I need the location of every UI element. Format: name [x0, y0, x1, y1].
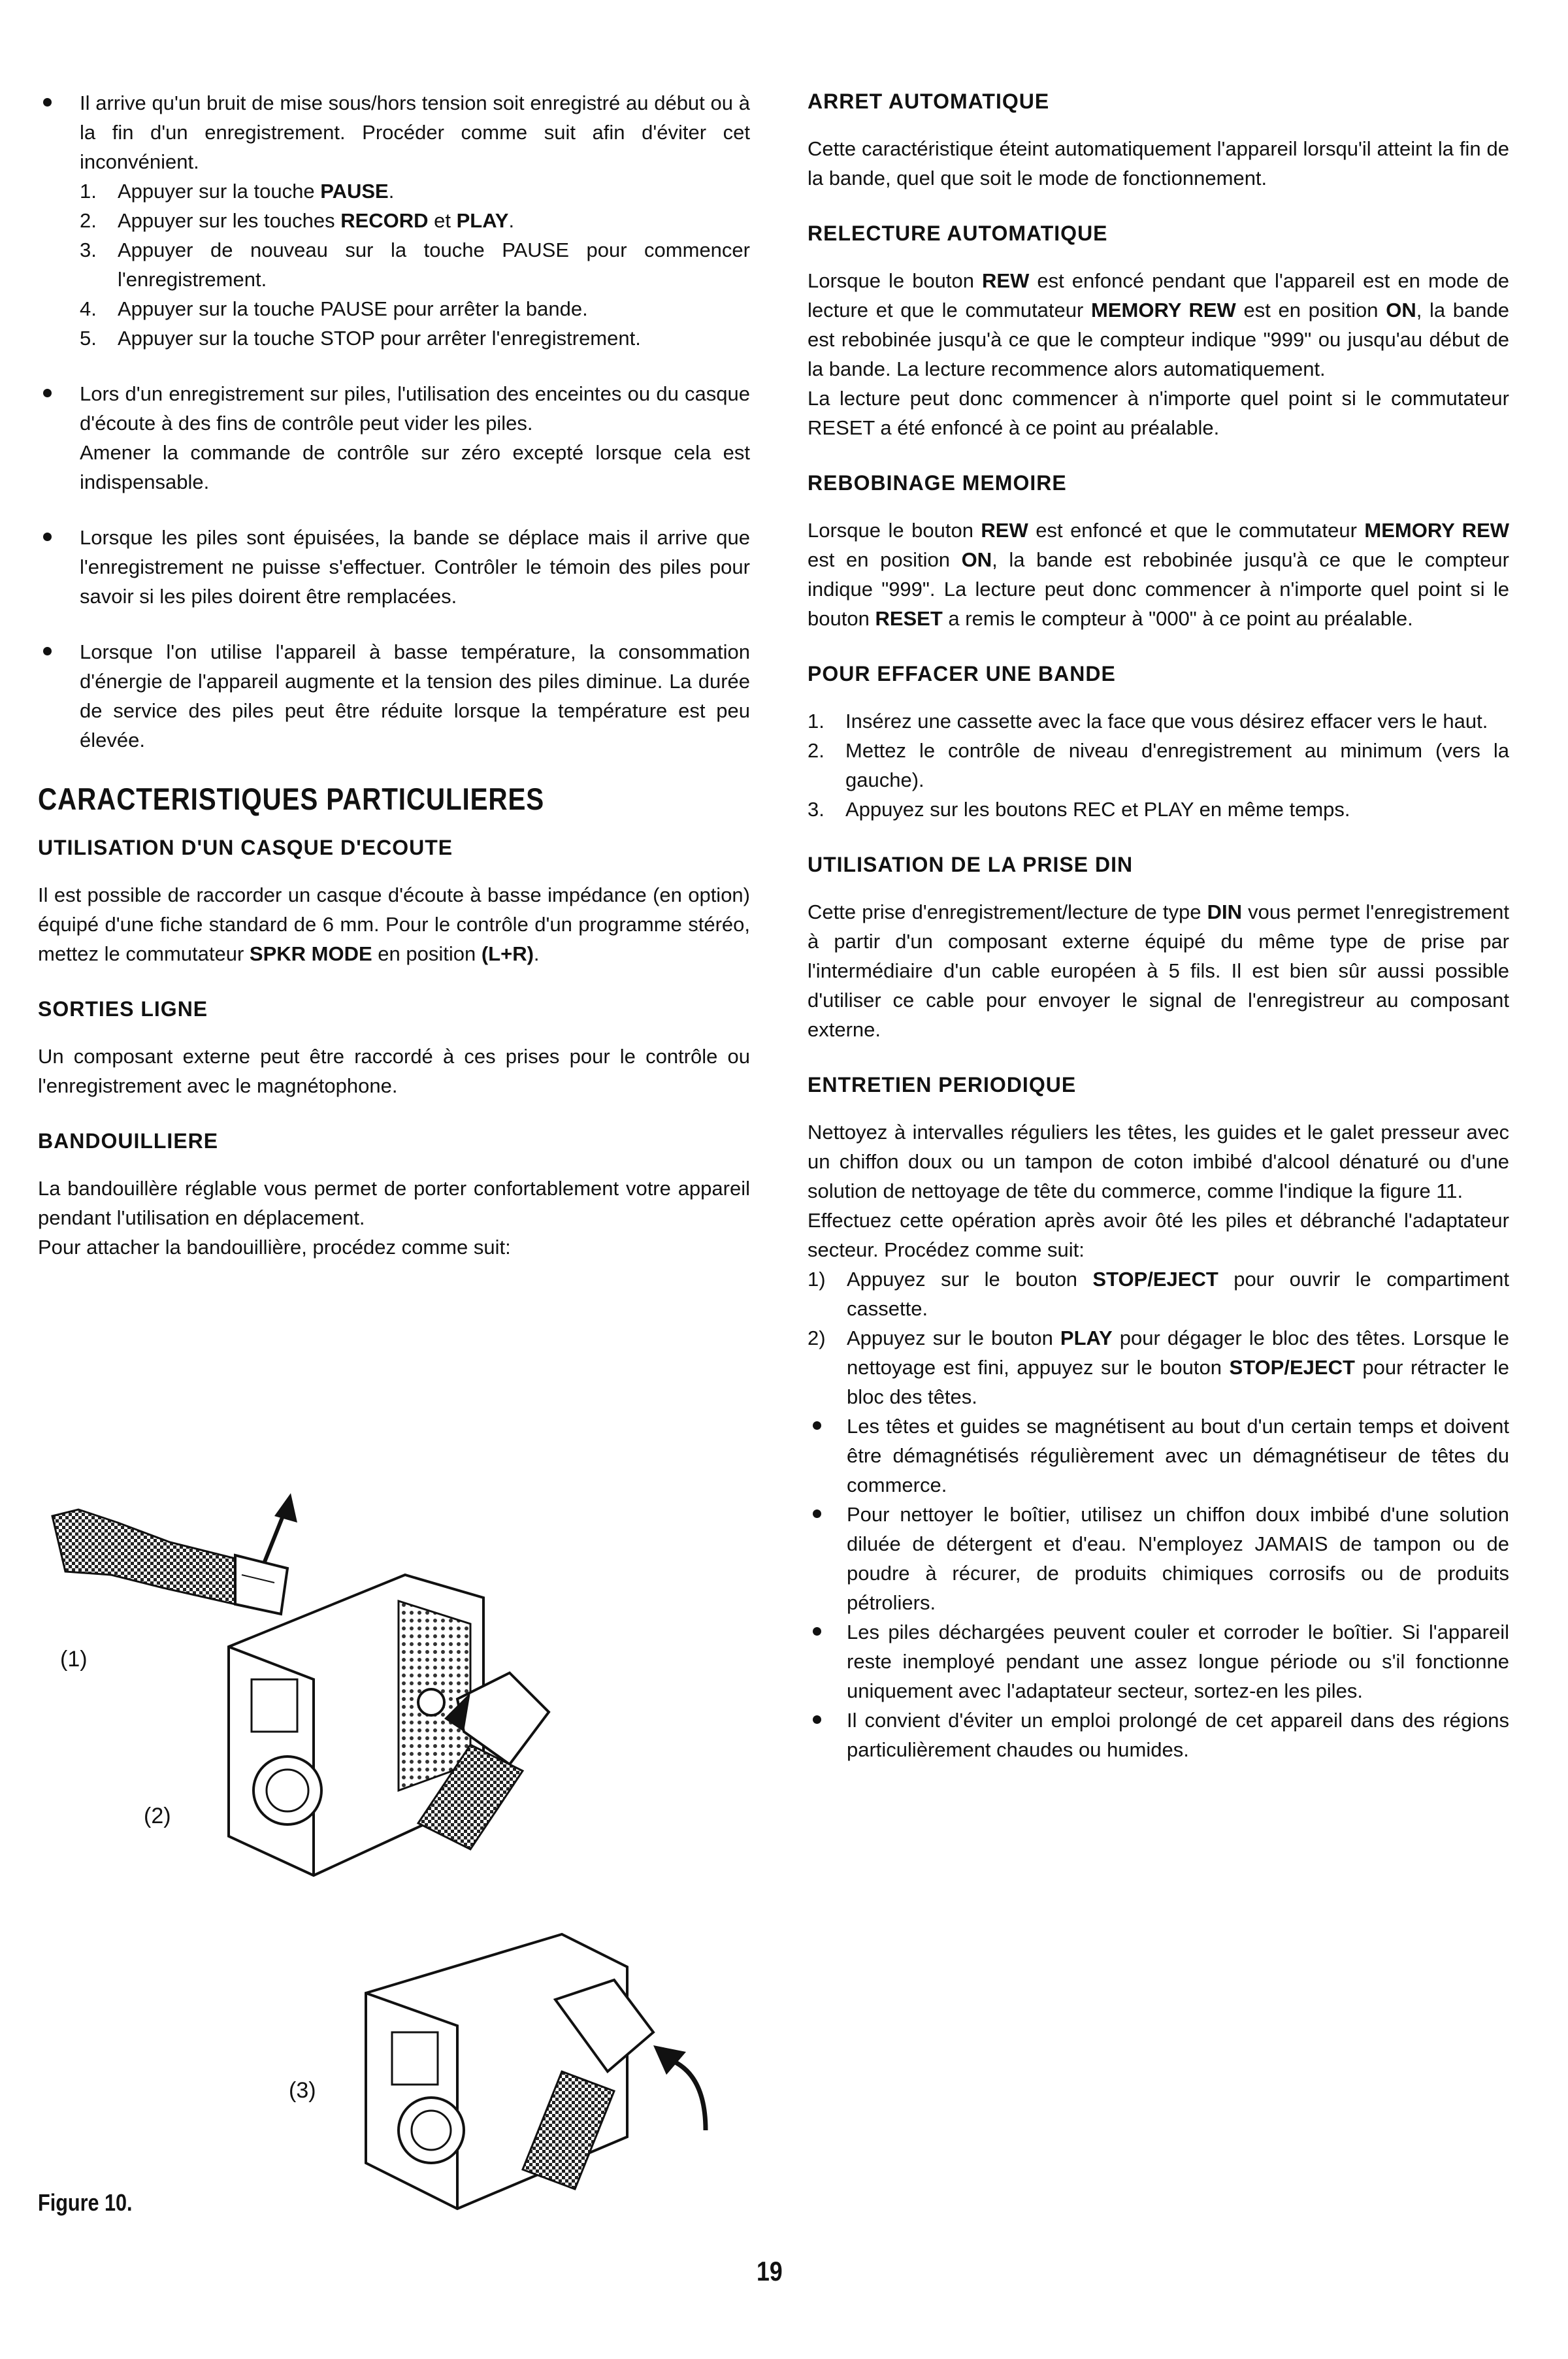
- strap-step-2-drawing: [229, 1575, 549, 1875]
- bullet-dot: [813, 1627, 821, 1636]
- step-item: 5. Appuyer sur la touche STOP pour arrêter l'enregistrement.: [80, 327, 641, 350]
- erase-step: 1. Insérez une cassette avec la face que vous désirez effacer vers le haut.: [808, 710, 1488, 733]
- step-item: 2. Appuyer sur les touches RECORD et PLAY.: [80, 209, 515, 232]
- strap-attachment-illustration: [39, 1483, 791, 2222]
- figure-caption: Figure 10.: [38, 2189, 133, 2216]
- section-strap: [38, 1128, 750, 1262]
- auto-replay-text: Lorsque le bouton REW est enfoncé pendant que l'appareil est en mode de lecture et que le commutateur MEMORY REW est en position ON, la bande est rebobinée jusqu'à ce que le compteur indique "999" ou jusqu'au début de la bande. La lecture recommence alors automatiquement.: [808, 269, 1510, 380]
- section-headphones: [38, 834, 750, 968]
- figure-label-2: (2): [144, 1804, 171, 1828]
- bullet-dot: [43, 98, 52, 107]
- erase-steps-list: [808, 706, 1509, 824]
- maintenance-bullet: Les têtes et guides se magnétisent au bout d'un certain temps et doivent être démagnétisés régulièrement avec un démagnétiseur de têtes du commerce.: [847, 1411, 1509, 1500]
- battery-monitoring-text: Lors d'un enregistrement sur piles, l'utilisation des enceintes ou du casque d'écoute à des fins de contrôle peut vider les piles.: [80, 382, 750, 435]
- section-line-outputs: [38, 996, 750, 1100]
- maintenance-bullet: Les piles déchargées peuvent couler et corroder le boîtier. Si l'appareil reste inemployé pendant une assez longue période ou s'il fonctionne uniquement avec l'adaptateur secteur, sortez-en les piles.: [847, 1617, 1509, 1706]
- bullet-low-temperature: [38, 637, 750, 755]
- pause-steps-list: [80, 176, 750, 353]
- erase-step: 3. Appuyez sur les boutons REC et PLAY en même temps.: [808, 798, 1350, 821]
- page-number: 19: [757, 2256, 783, 2286]
- left-column: [38, 88, 750, 1289]
- bullet-dot: [43, 533, 52, 541]
- main-section-title: CARACTERISTIQUES PARTICULIERES: [38, 782, 545, 816]
- headphones-text: Il est possible de raccorder un casque d'écoute à basse impédance (en option) équipé d'une fiche standard de 6 mm. Pour le contrôle d'un programme stéréo, mettez le commutateur SPKR MODE en position (L+R).: [38, 883, 750, 965]
- bullet-dot: [43, 647, 52, 655]
- bullet-batteries-exhausted: [38, 523, 750, 611]
- bullet-dot: [43, 389, 52, 397]
- din-socket-title: UTILISATION DE LA PRISE DIN: [808, 853, 1134, 876]
- auto-replay-title: RELECTURE AUTOMATIQUE: [808, 222, 1108, 245]
- section-erase-tape: [808, 661, 1509, 824]
- line-outputs-title: SORTIES LIGNE: [38, 997, 208, 1021]
- right-column: [808, 88, 1509, 1792]
- bullet-dot: [813, 1509, 821, 1518]
- memory-rewind-text: Lorsque le bouton REW est enfoncé et que le commutateur MEMORY REW est en position ON, la bande est rebobinée jusqu'à ce que le compteur indique "999". La lecture peut donc commencer à n'importe quel point si le bouton RESET a remis le compteur à "000" à ce point au préalable.: [808, 519, 1510, 630]
- power-noise-intro: Il arrive qu'un bruit de mise sous/hors tension soit enregistré au début ou à la fin d'un enregistrement. Procéder comme suit afin d'éviter cet inconvénient.: [80, 91, 750, 173]
- step-item: 1. Appuyer sur la touche PAUSE.: [80, 180, 395, 203]
- auto-replay-reset-text: La lecture peut donc commencer à n'importe quel point si le commutateur RESET a été enfoncé à ce point au préalable.: [808, 387, 1509, 439]
- din-socket-text: Cette prise d'enregistrement/lecture de type DIN vous permet l'enregistrement à partir d'un composant externe équipé du même type de prise par l'intermédiaire d'un cable européen à 5 fils. Il est bien sûr aussi possible d'utiliser ce cable pour envoyer le signal de l'enregistreur au composant externe.: [808, 900, 1510, 1041]
- strap-figure: [39, 1483, 791, 2222]
- step-item: 3. Appuyer de nouveau sur la touche PAUSE pour commencer l'enregistrement.: [80, 239, 750, 291]
- erase-step: 2. Mettez le contrôle de niveau d'enregistrement au minimum (vers la gauche).: [808, 739, 1509, 791]
- section-auto-stop: [808, 88, 1509, 193]
- maintenance-title: ENTRETIEN PERIODIQUE: [808, 1073, 1077, 1097]
- maintenance-list: [808, 1264, 1509, 1764]
- low-temperature-text: Lorsque l'on utilise l'appareil à basse température, la consommation d'énergie de l'appareil augmente et la tension des piles diminue. La durée de service des piles peut être réduite lorsque la température est peu élevée.: [80, 640, 750, 751]
- bullet-battery-monitoring: [38, 379, 750, 497]
- memory-rewind-title: REBOBINAGE MEMOIRE: [808, 471, 1067, 495]
- maintenance-step: 1) Appuyez sur le bouton STOP/EJECT pour ouvrir le compartiment cassette.: [808, 1268, 1509, 1320]
- bullet-dot: [813, 1715, 821, 1724]
- step-item: 4. Appuyer sur la touche PAUSE pour arrêter la bande.: [80, 297, 588, 320]
- auto-stop-title: ARRET AUTOMATIQUE: [808, 90, 1050, 113]
- bullet-power-noise: [38, 88, 750, 353]
- section-memory-rewind: [808, 470, 1509, 633]
- figure-label-1: (1): [60, 1647, 88, 1672]
- strap-text: La bandouillère réglable vous permet de porter confortablement votre appareil pendant l'utilisation en déplacement.: [38, 1177, 750, 1229]
- section-maintenance: [808, 1072, 1509, 1764]
- maintenance-bullet: Il convient d'éviter un emploi prolongé de cet appareil dans des régions particulièrement chaudes ou humides.: [847, 1706, 1509, 1764]
- maintenance-intro: Nettoyez à intervalles réguliers les têtes, les guides et le galet presseur avec un chiffon doux ou un tampon de coton imbibé d'alcool dénaturé ou d'une solution de nettoyage de tête du commerce, comme l'indique la figure 11.: [808, 1121, 1509, 1202]
- maintenance-bullet: Pour nettoyer le boîtier, utilisez un chiffon doux imbibé d'une solution diluée de détergent et d'eau. N'employez JAMAIS de tampon ou de poudre à récurer, de produits chimiques corrosifs ou de produits pétroliers.: [847, 1500, 1509, 1617]
- maintenance-precaution: Effectuez cette opération après avoir ôté les piles et débranché l'adaptateur secteur. Procédez comme suit:: [808, 1209, 1509, 1261]
- strap-instructions: Pour attacher la bandouillière, procédez comme suit:: [38, 1236, 511, 1259]
- section-din-socket: [808, 851, 1509, 1044]
- figure-label-3: (3): [289, 2078, 316, 2103]
- line-outputs-text: Un composant externe peut être raccordé à ces prises pour le contrôle ou l'enregistrement avec le magnétophone.: [38, 1045, 750, 1097]
- headphones-title: UTILISATION D'UN CASQUE D'ECOUTE: [38, 836, 453, 859]
- bullet-dot: [813, 1421, 821, 1430]
- batteries-exhausted-text: Lorsque les piles sont épuisées, la bande se déplace mais il arrive que l'enregistrement ne puisse s'effectuer. Contrôler le témoin des piles pour savoir si les piles doirent être remplacées.: [80, 526, 750, 608]
- strap-step-1-drawing: [52, 1493, 297, 1614]
- strap-title: BANDOUILLIERE: [38, 1129, 219, 1153]
- battery-monitoring-advice: Amener la commande de contrôle sur zéro excepté lorsque cela est indispensable.: [80, 441, 750, 493]
- maintenance-step: 2) Appuyez sur le bouton PLAY pour dégager le bloc des têtes. Lorsque le nettoyage est fini, appuyez sur le bouton STOP/EJECT pour rétracter le bloc des têtes.: [808, 1327, 1510, 1408]
- erase-tape-title: POUR EFFACER UNE BANDE: [808, 662, 1116, 685]
- section-auto-replay: [808, 220, 1509, 442]
- strap-step-3-drawing: [366, 1934, 706, 2209]
- auto-stop-text: Cette caractéristique éteint automatiquement l'appareil lorsqu'il atteint la fin de la bande, quel que soit le mode de fonctionnement.: [808, 137, 1509, 190]
